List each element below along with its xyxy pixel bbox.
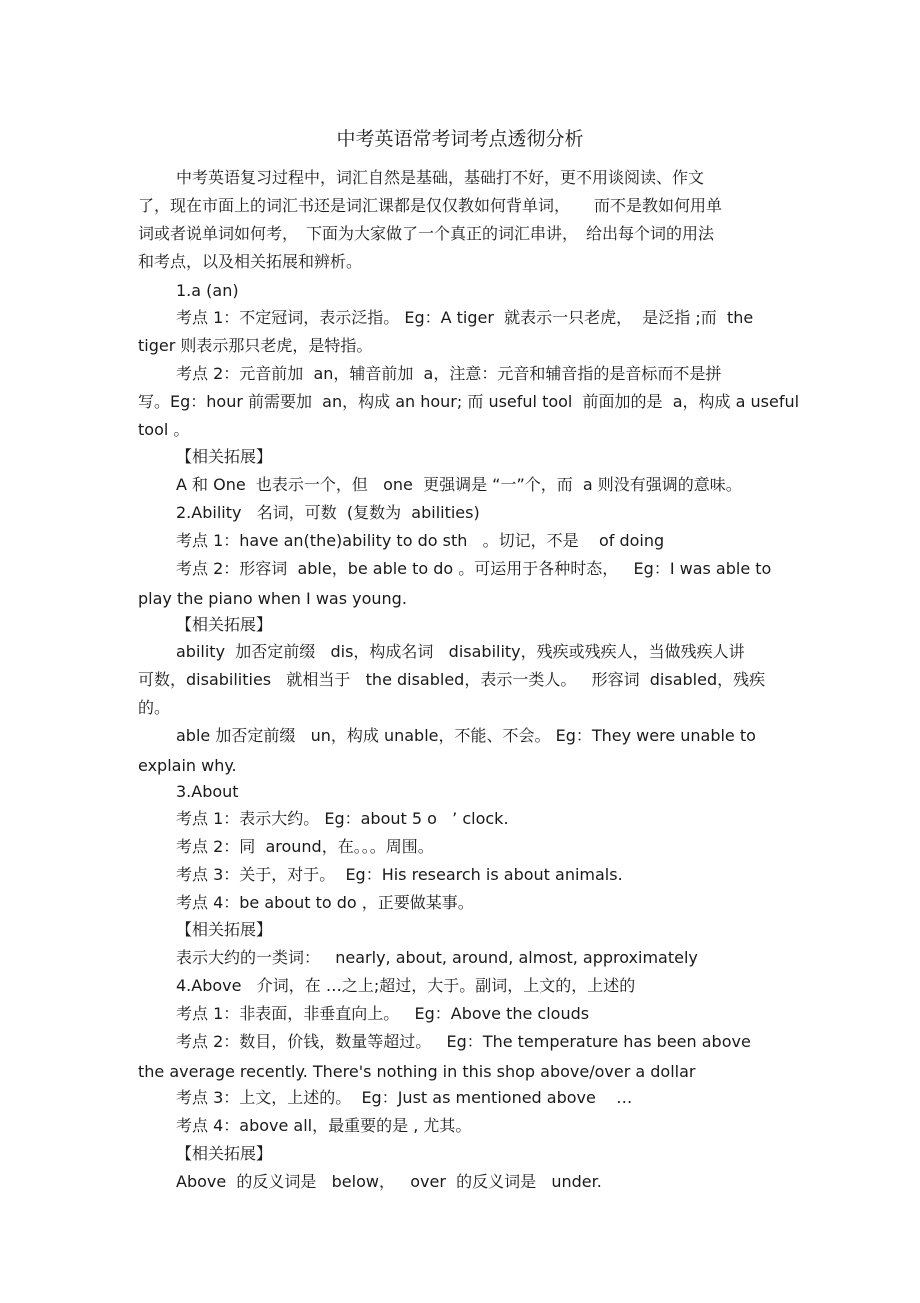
text-line: 考点 1：不定冠词，表示泛指。 Eg：A tiger 就表示一只老虎， 是泛指 ;而 the (176, 308, 754, 327)
section-heading: 4.Above 介词，在 …之上;超过，大于。副词，上文的，上述的 (176, 976, 636, 995)
text-line: Above 的反义词是 below， over 的反义词是 under. (176, 1172, 602, 1191)
text-line: 中考英语复习过程中，词汇自然是基础，基础打不好，更不用谈阅读、作文 (176, 168, 705, 187)
text-line: 表示大约的一类词： nearly, about, around, almost, approximately (176, 948, 698, 967)
text-line: 考点 2：数目，价钱，数量等超过。 Eg：The temperature has been above (176, 1032, 751, 1051)
text-line: able 加否定前缀 un，构成 unable，不能、不会。 Eg：They were unable to (176, 726, 756, 745)
text-line: 写。Eg：hour 前需要加 an，构成 an hour; 而 useful tool 前面加的是 a，构成 a useful (138, 392, 800, 411)
text-line: the average recently. There's nothing in this shop above/over a dollar (138, 1062, 696, 1081)
subsection-heading: 【相关拓展】 (176, 920, 273, 939)
text-line: 考点 4：above all，最重要的是 , 尤其。 (176, 1116, 472, 1135)
section-heading: 3.About (176, 782, 239, 801)
text-line: 考点 3：关于，对于。 Eg：His research is about animals. (176, 865, 623, 884)
text-line: tool 。 (138, 420, 190, 439)
text-line: 考点 4：be about to do ，正要做某事。 (176, 893, 474, 912)
text-line: 考点 2：形容词 able，be able to do 。可运用于各种时态， Eg：I was able to (176, 559, 772, 578)
text-line: 考点 2：元音前加 an，辅音前加 a，注意：元音和辅音指的是音标而不是拼 (176, 364, 722, 383)
text-line: 的。 (138, 698, 171, 717)
text-line: 可数，disabilities 就相当于 the disabled，表示一类人。 形容词 disabled，残疾 (138, 670, 766, 689)
text-line: 考点 1：have an(the)ability to do sth 。切记，不是 of doing (176, 531, 665, 550)
section-heading: 2.Ability 名词，可数 (复数为 abilities) (176, 503, 480, 522)
subsection-heading: 【相关拓展】 (176, 447, 273, 466)
text-line: 考点 1：非表面，非垂直向上。 Eg：Above the clouds (176, 1004, 590, 1023)
section-heading: 1.a (an) (176, 281, 239, 300)
text-line: 和考点，以及相关拓展和辨析。 (138, 252, 363, 271)
text-line: explain why. (138, 756, 237, 775)
text-line: play the piano when I was young. (138, 589, 407, 608)
subsection-heading: 【相关拓展】 (176, 615, 273, 634)
text-line: 了，现在市面上的词汇书还是词汇课都是仅仅教如何背单词， 而不是教如何用单 (138, 196, 723, 215)
text-line: A 和 One 也表示一个，但 one 更强调是 “一”个，而 a 则没有强调的意味。 (176, 475, 742, 494)
text-line: 考点 1：表示大约。 Eg：about 5 o ’ clock. (176, 809, 509, 828)
text-line: ability 加否定前缀 dis，构成名词 disability，残疾或残疾人，当做残疾人讲 (176, 642, 745, 661)
text-line: 词或者说单词如何考， 下面为大家做了一个真正的词汇串讲， 给出每个词的用法 (138, 224, 715, 243)
text-line: 考点 2：同 around，在。。。周围。 (176, 837, 434, 856)
text-line: tiger 则表示那只老虎，是特指。 (138, 336, 373, 355)
text-line: 考点 3：上文，上述的。 Eg：Just as mentioned above … (176, 1088, 633, 1107)
page-title: 中考英语常考词考点透彻分析 (336, 128, 584, 150)
subsection-heading: 【相关拓展】 (176, 1144, 273, 1163)
